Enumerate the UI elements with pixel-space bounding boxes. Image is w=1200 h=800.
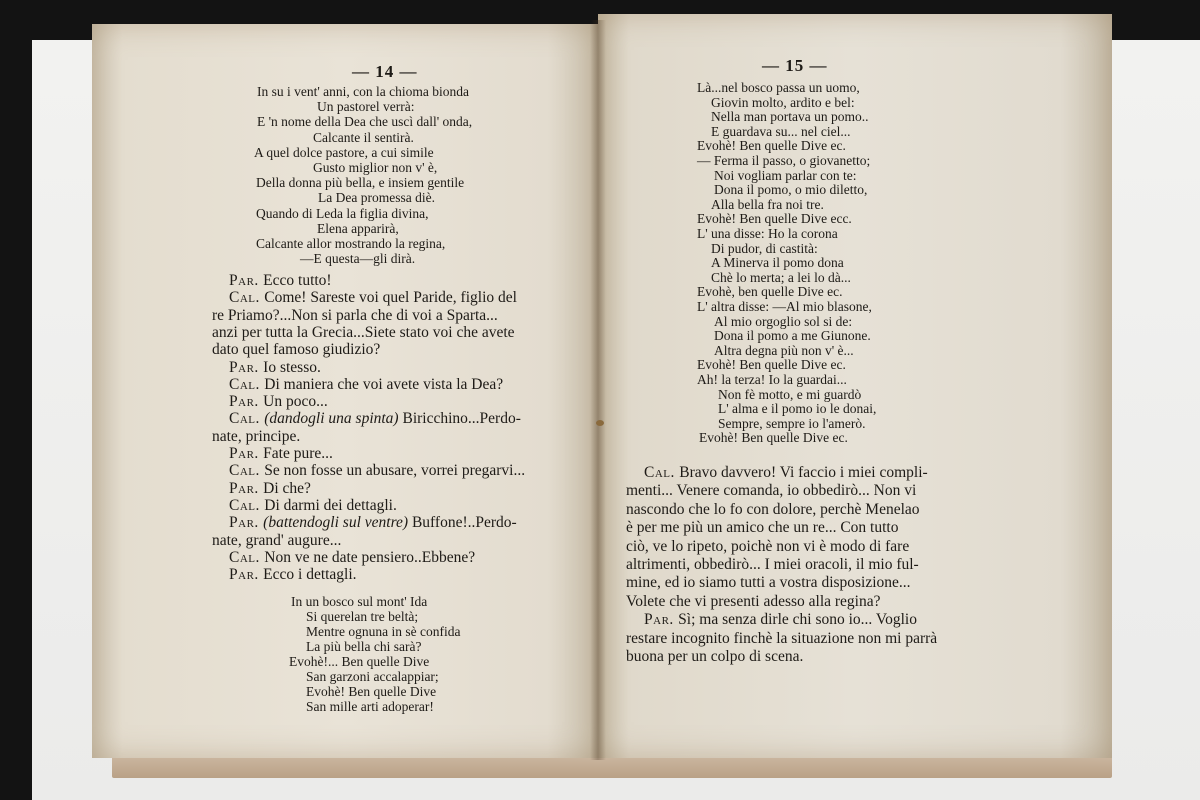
dialogue-line bbox=[229, 376, 503, 394]
speaker-label: Par. bbox=[229, 566, 264, 584]
line-text: anzi per tutta la Grecia...Siete stato voi che avete bbox=[212, 323, 515, 341]
verse-line: L' una disse: Ho la corona bbox=[697, 226, 838, 241]
line-text: Buffone!..Perdo- bbox=[411, 514, 517, 532]
verse-line: Mentre ognuna in sè confida bbox=[306, 624, 461, 639]
dialogue-line bbox=[212, 341, 380, 359]
dialogue-line bbox=[626, 519, 898, 537]
line-text: Volete che vi presenti adesso alla regina? bbox=[626, 592, 881, 610]
verse-line: E guardava su... nel ciel... bbox=[711, 123, 851, 139]
line-text: nate, principe. bbox=[212, 427, 301, 445]
verse-line: A quel dolce pastore, a cui simile bbox=[254, 144, 434, 160]
verse-line: La Dea promessa diè. bbox=[318, 190, 435, 206]
verse-line: Evohè! Ben quelle Dive ecc. bbox=[697, 211, 852, 227]
verse-line: Evohè! Ben quelle Dive bbox=[306, 684, 437, 699]
line-text: nate, grand' augure... bbox=[212, 531, 342, 549]
verse-line: Giovin molto, ardito e bel: bbox=[711, 94, 855, 110]
speaker-label: Cal. bbox=[229, 548, 265, 566]
dialogue-line bbox=[229, 410, 521, 428]
line-text: re Priamo?...Non si parla che di voi a Sparta... bbox=[212, 306, 498, 324]
line-text: Non ve ne date pensiero..Ebbene? bbox=[264, 548, 476, 566]
line-text: Ecco tutto! bbox=[263, 272, 332, 289]
line-text: menti... Venere comanda, io obbedirò... Non vi bbox=[626, 482, 917, 500]
line-text: nascondo che lo fo con dolore, perchè Menelao bbox=[626, 500, 920, 518]
verse-line: Elena apparirà, bbox=[317, 220, 399, 236]
verse-line: Di pudor, di castità: bbox=[711, 240, 818, 256]
verse-line: Alla bella fra noi tre. bbox=[711, 196, 824, 212]
verse-line: Evohè! Ben quelle Dive ec. bbox=[697, 357, 846, 373]
verse-line: La più bella chi sarà? bbox=[306, 639, 422, 654]
verse-line: Non fè motto, e mi guardò bbox=[718, 386, 862, 402]
speaker-label: Par. bbox=[229, 445, 264, 462]
verse-line: In un bosco sul mont' Ida bbox=[291, 594, 428, 609]
verse-line: Evohè!... Ben quelle Dive bbox=[289, 654, 430, 669]
line-text: Come! Sareste voi quel Paride, figlio del bbox=[264, 289, 517, 307]
dialogue-line bbox=[229, 445, 333, 463]
line-text: Sì; ma senza dirle chi sono io... Voglio bbox=[678, 611, 917, 629]
line-text: Di maniera che voi avete vista la Dea? bbox=[264, 375, 504, 393]
speaker-label: Par. bbox=[229, 358, 264, 376]
verse-line: Noi vogliam parlar con te: bbox=[714, 167, 857, 183]
dialogue-line bbox=[229, 497, 397, 515]
dialogue-line bbox=[626, 648, 803, 666]
dialogue-line bbox=[212, 532, 341, 550]
dialogue-line bbox=[644, 464, 928, 482]
verse-line: Si querelan tre beltà; bbox=[306, 609, 419, 624]
stage-direction: (dandogli una spinta) bbox=[264, 410, 403, 428]
line-text: Biricchino...Perdo- bbox=[402, 410, 521, 428]
stage-direction: (battendogli sul ventre) bbox=[263, 514, 412, 532]
verse-line: L' altra disse: —Al mio blasone, bbox=[697, 299, 872, 314]
dialogue-line bbox=[229, 514, 517, 532]
verse-line: Un pastorel verrà: bbox=[317, 99, 415, 115]
verse-line: Evohè! Ben quelle Dive ec. bbox=[697, 138, 846, 154]
verse-line: L' alma e il pomo io le donai, bbox=[718, 401, 877, 417]
booklet-cover-edge bbox=[112, 756, 1112, 778]
verse-line: Ah! la terza! Io la guardai... bbox=[697, 372, 847, 387]
dialogue-line bbox=[626, 630, 937, 648]
dialogue-line bbox=[626, 538, 909, 556]
verse-line: San garzoni accalappiar; bbox=[306, 669, 439, 684]
verse-line: Quando di Leda la figlia divina, bbox=[256, 205, 429, 221]
verse-line: Nella man portava un pomo.. bbox=[711, 109, 869, 125]
line-text: dato quel famoso giudizio? bbox=[212, 341, 381, 359]
line-text: buona per un colpo di scena. bbox=[626, 648, 804, 665]
verse-line: A Minerva il pomo dona bbox=[711, 255, 844, 271]
verse-line: E 'n nome della Dea che uscì dall' onda, bbox=[257, 114, 473, 130]
right-page-number: — 15 — bbox=[762, 56, 828, 75]
verse-line: San mille arti adoperar! bbox=[306, 699, 434, 714]
dialogue-line bbox=[212, 428, 300, 446]
verse-line: In su i vent' anni, con la chioma bionda bbox=[257, 84, 470, 99]
line-text: Io stesso. bbox=[263, 358, 321, 376]
dialogue-line bbox=[229, 549, 475, 567]
verse-line: Calcante il sentirà. bbox=[313, 129, 414, 145]
dialogue-line bbox=[229, 480, 311, 498]
dialogue-line bbox=[626, 556, 919, 574]
verse-line: — Ferma il passo, o giovanetto; bbox=[697, 153, 871, 168]
verse-line: Dona il pomo, o mio diletto, bbox=[714, 182, 868, 198]
dialogue-line bbox=[229, 359, 321, 377]
speaker-label: Par. bbox=[229, 272, 264, 289]
line-text: Se non fosse un abusare, vorrei pregarvi... bbox=[264, 462, 526, 480]
fold-mark bbox=[596, 420, 604, 426]
verse-line: Sempre, sempre io l'amerò. bbox=[718, 415, 866, 431]
line-text: Fate pure... bbox=[263, 445, 333, 462]
speaker-label: Cal. bbox=[229, 496, 265, 514]
speaker-label: Cal. bbox=[229, 375, 265, 393]
line-text: Di darmi dei dettagli. bbox=[264, 496, 397, 514]
verse-line: Chè lo merta; a lei lo dà... bbox=[711, 269, 851, 285]
speaker-label: Par. bbox=[644, 611, 679, 629]
dialogue-line bbox=[626, 501, 920, 519]
speaker-label: Par. bbox=[229, 393, 264, 411]
line-text: Di che? bbox=[263, 479, 311, 497]
dialogue-line bbox=[229, 566, 357, 584]
verse-line: Gusto miglior non v' è, bbox=[313, 160, 438, 175]
verse-line: Dona il pomo a me Giunone. bbox=[714, 328, 871, 344]
speaker-label: Cal. bbox=[229, 462, 265, 480]
speaker-label: Par. bbox=[229, 514, 264, 532]
dialogue-line bbox=[626, 482, 916, 500]
line-text: altrimenti, obbedirò... I miei oracoli, il mio ful- bbox=[626, 556, 919, 573]
verse-line: Della donna più bella, e insiem gentile bbox=[256, 175, 465, 191]
line-text: Ecco i dettagli. bbox=[263, 566, 357, 584]
dialogue-line bbox=[229, 393, 328, 411]
verse-line: —E questa—gli dirà. bbox=[300, 251, 416, 267]
line-text: mine, ed io siamo tutti a vostra disposizione... bbox=[626, 574, 911, 592]
verse-line: Altra degna più non v' è... bbox=[714, 342, 854, 358]
speaker-label: Cal. bbox=[644, 464, 680, 481]
verse-line: Calcante allor mostrando la regina, bbox=[256, 236, 446, 251]
dialogue-line bbox=[229, 289, 517, 307]
line-text: Bravo davvero! Vi faccio i miei compli- bbox=[679, 464, 928, 481]
line-text: ciò, ve lo ripeto, poichè non vi è modo di fare bbox=[626, 537, 910, 555]
dialogue-line bbox=[212, 307, 498, 325]
speaker-label: Cal. bbox=[229, 289, 265, 307]
line-text: Un poco... bbox=[263, 393, 328, 411]
book-gutter bbox=[590, 20, 606, 760]
dialogue-line bbox=[626, 593, 881, 611]
verse-line: Evohè, ben quelle Dive ec. bbox=[697, 284, 843, 300]
left-page-number: — 14 — bbox=[352, 62, 418, 81]
dialogue-line bbox=[229, 462, 525, 480]
dialogue-line bbox=[626, 574, 911, 592]
line-text: è per me più un amico che un re... Con tutto bbox=[626, 519, 899, 537]
verse-line: Evohè! Ben quelle Dive ec. bbox=[699, 430, 848, 446]
verse-line: Là...nel bosco passa un uomo, bbox=[697, 80, 860, 95]
line-text: restare incognito finchè la situazione non mi parrà bbox=[626, 629, 938, 647]
verse-line: Al mio orgoglio sol si de: bbox=[714, 313, 853, 329]
speaker-label: Cal. bbox=[229, 410, 265, 428]
dialogue-line bbox=[212, 324, 515, 342]
dialogue-line bbox=[229, 272, 332, 290]
speaker-label: Par. bbox=[229, 479, 264, 497]
dialogue-line bbox=[644, 611, 917, 629]
